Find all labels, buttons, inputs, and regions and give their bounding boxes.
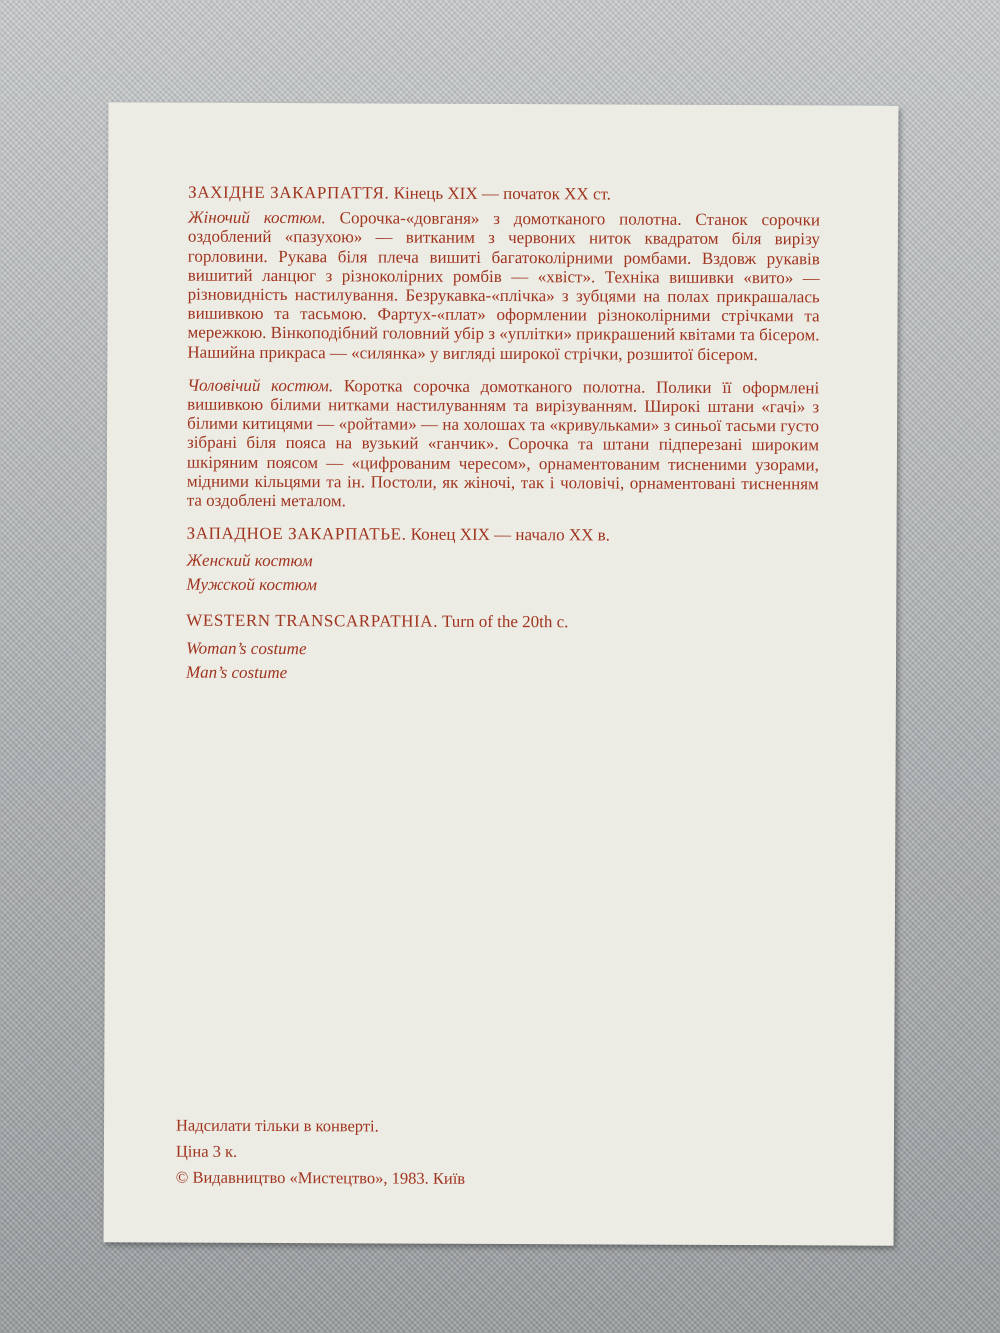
english-heading-date: Turn of the 20th c. <box>438 612 569 632</box>
english-women-caption: Woman’s costume <box>186 638 307 658</box>
card-text <box>186 183 820 701</box>
ukrainian-heading <box>188 183 820 205</box>
russian-heading-caps: ЗАПАДНОЕ ЗАКАРПАТЬЕ. <box>186 523 407 544</box>
ukrainian-heading-date: Кінець XIX — початок XX ст. <box>389 183 611 204</box>
mens-costume-description <box>187 375 820 512</box>
english-section <box>186 611 818 687</box>
russian-heading-date: Конец XIX — начало XX в. <box>406 524 610 545</box>
publisher-copyright: © Видавництво «Мистецтво», 1983. Київ <box>175 1167 466 1188</box>
womens-costume-text: Сорочка-«довганя» з домотканого полотна. Станок сорочки оздоблений «пазухою» — витканим з червоних ниток квадратом біля вирізу горловини. Рукава біля плеча вишиті багатоколірними ромбами. Вздовж рукавів вишитий ланцюг з різноколірних ромбів — «хвіст». Техніка вишивки «вито» — різновидність настилування. Безрукавка-«плічка» з зубцями на полах прикрашалась вишивкою та тасьмою. Фартух-«плат» оформлении різноколірними стрічками та мережкою. Вінкоподібний головний убір з «уплітки» прикрашений квітами та бісером. Нашийна прикраса — «силянка» у вигляді широкої стрічки, розшитої бісером. <box>187 208 821 364</box>
ukrainian-heading-caps: ЗАХІДНЕ ЗАКАРПАТТЯ. <box>188 182 390 203</box>
mens-costume-label: Чоловічий костюм. <box>187 375 334 396</box>
russian-section <box>186 524 818 600</box>
price-note: Ціна 3 к. <box>175 1141 238 1161</box>
english-men-caption: Man’s costume <box>185 662 288 682</box>
russian-heading <box>187 524 819 546</box>
womens-costume-description <box>187 208 820 364</box>
postcard-back <box>104 102 899 1245</box>
mailing-note: Надсилати тільки в конверті. <box>175 1115 379 1136</box>
russian-women-caption: Женский костюм <box>186 551 313 571</box>
russian-men-caption: Мужской костюм <box>186 575 318 595</box>
mens-costume-text: Коротка сорочка домотканого полотна. Полики її оформлені вишивкою білими нитками настилуванням та вирізуванням. Широкі штани «гачі» з білими китицями — «ройтами» — на холошах та «кривульками» з синьої тасьми густо зібрані біля пояса на вузький «ганчик». Сорочка та штани підперезані широким шкіряним поясом — «цифрованим чересом», орнаментованим тисненими узорами, мідними кільцями та ін. Постоли, як жіночі, так і чоловічі, орнаментовані тисненням та оздоблені металом. <box>186 376 820 511</box>
english-heading-caps: WESTERN TRANSCARPATHIA. <box>186 611 439 632</box>
publisher-footer <box>176 1113 466 1192</box>
english-heading <box>186 611 818 633</box>
womens-costume-label: Жіночий костюм. <box>187 207 326 228</box>
